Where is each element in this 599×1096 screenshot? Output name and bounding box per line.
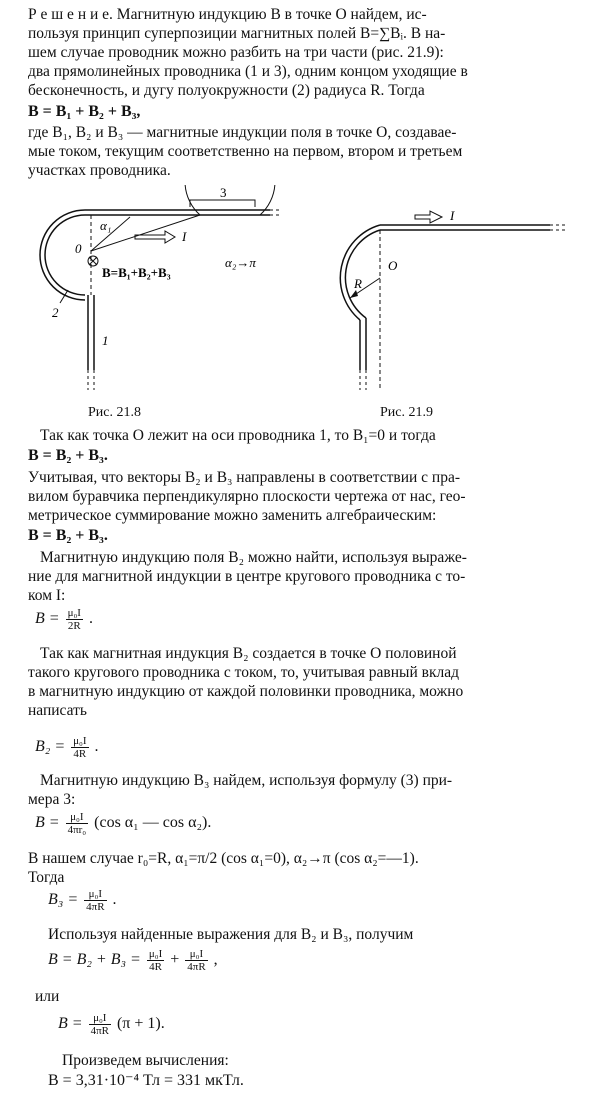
fig1-label-I: I (182, 229, 187, 244)
figure-21-8 (30, 185, 290, 395)
para5-line2: ние для магнитной индукции в центре кругового проводника с то- (28, 568, 466, 585)
fig2-label-R: R (354, 276, 362, 291)
eq9-tail: (π + 1). (116, 1015, 165, 1033)
para6-line2: такого кругового проводника с током, то, учитывая равный вклад (28, 664, 459, 681)
eq8-plus: + (170, 951, 180, 969)
para1-line1: Р е ш е н и е. Магнитную индукцию B в точке O найдем, ис- (28, 6, 427, 23)
para11-line1: Произведем вычисления: (62, 1052, 229, 1069)
para7-line2: мера 3: (28, 791, 76, 808)
para4-line2: вилом буравчика перпендикулярно плоскости чертежа от нас, гео- (28, 488, 466, 505)
eq5-den: 4R (73, 748, 87, 760)
fig1-label-1: 1 (102, 333, 109, 348)
para6-line3: в магнитную индукцию от каждой половинки проводника, можно (28, 683, 464, 700)
eq5-lhs: B₂ = (35, 738, 66, 756)
eq7-tail: . (112, 891, 117, 909)
para1-line4: два прямолинейных проводника (1 и 3), одним концом уходящие в (28, 63, 468, 80)
para8-line2: Тогда (28, 869, 65, 886)
eq4-tail: . (88, 610, 93, 628)
eq8-tail: , (213, 951, 218, 969)
equation-4 (35, 607, 93, 632)
para4-line1: Учитывая, что векторы B₂ и B₃ направлены в соответствии с пра- (28, 469, 461, 486)
eq6-lhs: B = (35, 814, 60, 832)
eq7-den: 4πR (86, 901, 105, 913)
eq6-num: μ₀I (66, 811, 89, 824)
eq9-lhs: B = (58, 1015, 83, 1033)
para5-line1: Магнитную индукцию поля B₂ можно найти, используя выраже- (40, 549, 467, 566)
para1-line5: бесконечность, и дугу полуокружности (2) радиуса R. Тогда (28, 82, 425, 99)
para1-line3: шем случае проводник можно разбить на три части (рис. 21.9): (28, 44, 444, 61)
fig1-label-B: B=B₁+B₂+B₃ (102, 265, 171, 280)
eq4-num: μ₀I (67, 607, 81, 619)
para5-line3: ком I: (28, 587, 66, 604)
fig1-label-0: 0 (75, 241, 82, 256)
para1-line2: пользуя принцип суперпозиции магнитных полей B=∑Bᵢ. В на- (28, 25, 446, 42)
eq5-num: μ₀I (73, 735, 87, 747)
para2-line3: участках проводника. (28, 162, 171, 179)
eq7-num: μ₀I (84, 888, 106, 901)
figure-21-9 (320, 190, 580, 395)
equation-9 (58, 1012, 165, 1037)
para6-line4: написать (28, 702, 87, 719)
para2-line2: мые током, текущим соответственно на первом, втором и третьем (28, 143, 463, 160)
para8-line1: В нашем случае r₀=R, α₁=π/2 (cos α₁=0), α₂→π (cos α₂=—1). (28, 850, 419, 867)
equation-10: B = 3,31·10⁻⁴ Тл = 331 мкТл. (48, 1072, 244, 1089)
equation-7 (48, 888, 117, 913)
para6-line1: Так как магнитная индукция B₂ создается в точке O половиной (40, 645, 457, 662)
para4-line3: метрическое суммирование можно заменить алгебраическим: (28, 507, 437, 524)
para10-line1: или (35, 988, 60, 1005)
equation-6 (35, 811, 211, 836)
fig1-label-3: 3 (220, 185, 227, 200)
equation-3: B = B₂ + B₃. (28, 527, 108, 544)
fig2-caption: Рис. 21.9 (380, 405, 433, 420)
para3-line1: Так как точка O лежит на оси проводника 1, то B₁=0 и тогда (40, 427, 436, 444)
equation-5 (35, 735, 99, 760)
eq8-den2: 4πR (187, 961, 206, 973)
eq8-den1: 4R (149, 961, 162, 973)
eq4-lhs: B = (35, 610, 60, 628)
eq4-den: 2R (67, 620, 81, 632)
fig1-label-2: 2 (52, 305, 59, 320)
fig1-caption: Рис. 21.8 (88, 405, 141, 420)
eq5-tail: . (94, 738, 99, 756)
equation-8 (48, 948, 218, 973)
equation-1: B = B₁ + B₂ + B₃, (28, 103, 141, 120)
equation-2: B = B₂ + B₃. (28, 447, 108, 464)
eq8-num1: μ₀I (148, 948, 163, 960)
eq7-lhs: B₃ = (48, 891, 79, 909)
fig2-label-I: I (450, 208, 455, 223)
para9-line1: Используя найденные выражения для B₂ и B₃, получим (48, 926, 414, 943)
fig1-label-alpha1: α₁ (100, 218, 112, 233)
eq9-num: μ₀I (89, 1012, 111, 1025)
fig2-label-O: O (388, 258, 398, 273)
para2-line1: где B₁, B₂ и B₃ — магнитные индукции поля в точке O, создавае- (28, 124, 457, 141)
eq9-den: 4πR (90, 1025, 109, 1037)
eq6-tail: (cos α₁ — cos α₂). (94, 814, 212, 832)
fig1-label-alpha2: α₂→π (225, 255, 256, 270)
eq8-lhs: B = B₂ + B₃ = (48, 951, 141, 969)
eq8-num2: μ₀I (185, 948, 207, 961)
para7-line1: Магнитную индукцию B₃ найдем, используя формулу (3) при- (40, 772, 453, 789)
eq6-den: 4πr₀ (67, 824, 87, 836)
